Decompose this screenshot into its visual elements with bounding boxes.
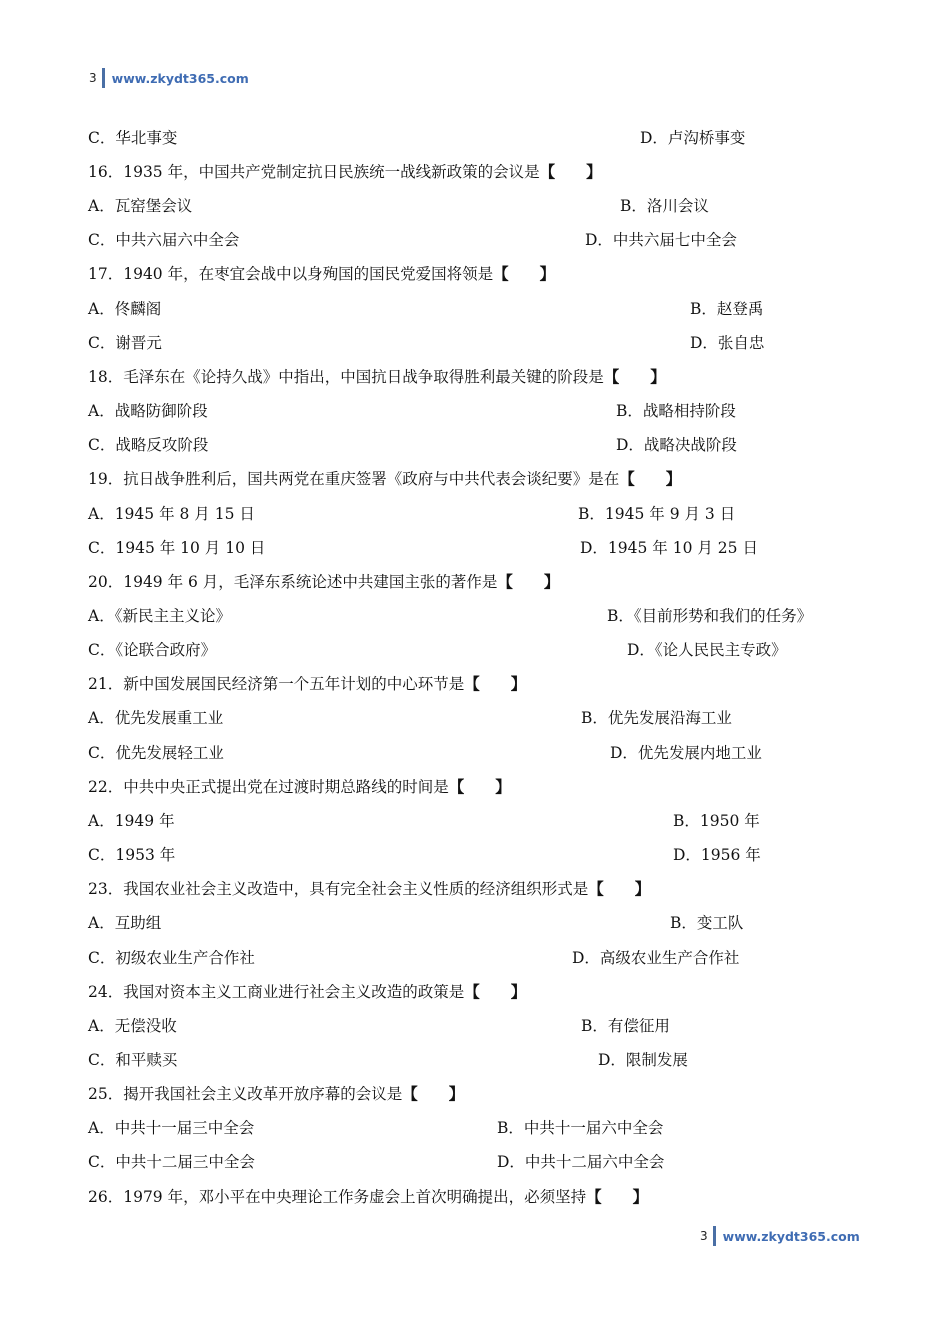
option-c: C．和平赎买	[88, 1051, 178, 1069]
prev-option-c: C．华北事变	[88, 129, 178, 147]
option-d: D．1945 年 10 月 25 日	[580, 539, 758, 557]
option-c: C．《论联合政府》	[88, 641, 217, 659]
answer-bracket: 【 】	[448, 778, 511, 796]
question-stem: 23．我国农业社会主义改造中，具有完全社会主义性质的经济组织形式是	[88, 880, 589, 898]
option-b: B．1950 年	[673, 812, 760, 830]
option-c: C．初级农业生产合作社	[88, 949, 255, 967]
footer-page-number: 3	[700, 1229, 708, 1243]
header-site-link[interactable]: www.zkydt365.com	[111, 70, 249, 86]
question-21	[88, 674, 526, 694]
option-c: C．1953 年	[88, 846, 176, 864]
question-stem: 21．新中国发展国民经济第一个五年计划的中心环节是	[88, 675, 465, 693]
option-d: D．张自忠	[690, 334, 765, 352]
option-a: A．优先发展重工业	[88, 709, 224, 727]
option-d: D．限制发展	[598, 1051, 688, 1069]
question-stem: 24．我国对资本主义工商业进行社会主义改造的政策是	[88, 983, 465, 1001]
answer-bracket: 【 】	[539, 163, 602, 181]
option-b: B．赵登禹	[690, 300, 764, 318]
header-page-number: 3	[89, 71, 97, 85]
option-b: B．变工队	[670, 914, 744, 932]
option-d: D．战略决战阶段	[616, 436, 737, 454]
option-d: D．中共十二届六中全会	[497, 1153, 665, 1171]
option-d: D．《论人民民主专政》	[627, 641, 787, 659]
option-a: A．互助组	[88, 914, 162, 932]
footer-site-link[interactable]: www.zkydt365.com	[722, 1228, 860, 1244]
option-c: C．1945 年 10 月 10 日	[88, 539, 266, 557]
question-25	[88, 1084, 464, 1104]
option-a: A．战略防御阶段	[88, 402, 208, 420]
option-b: B．有偿征用	[581, 1017, 670, 1035]
question-stem: 22．中共中央正式提出党在过渡时期总路线的时间是	[88, 778, 449, 796]
question-stem: 20．1949 年 6 月，毛泽东系统论述中共建国主张的著作是	[88, 573, 498, 591]
option-c: C．中共六届六中全会	[88, 231, 240, 249]
option-a: A．1949 年	[88, 812, 175, 830]
question-22	[88, 777, 511, 797]
option-a: A．1945 年 8 月 15 日	[88, 505, 255, 523]
question-stem: 18．毛泽东在《论持久战》中指出，中国抗日战争取得胜利最关键的阶段是	[88, 368, 604, 386]
option-b: B．洛川会议	[620, 197, 709, 215]
option-c: C．优先发展轻工业	[88, 744, 224, 762]
option-b: B．《目前形势和我们的任务》	[607, 607, 813, 625]
header-divider	[102, 68, 105, 88]
page-header	[89, 68, 249, 88]
question-stem: 17．1940 年，在枣宜会战中以身殉国的国民党爱国将领是	[88, 265, 494, 283]
option-a: A．佟麟阁	[88, 300, 162, 318]
question-24	[88, 982, 526, 1002]
option-b: B．战略相持阶段	[616, 402, 736, 420]
option-b: B．1945 年 9 月 3 日	[578, 505, 736, 523]
option-c: C．战略反攻阶段	[88, 436, 209, 454]
question-stem: 26．1979 年，邓小平在中央理论工作务虚会上首次明确提出，必须坚持	[88, 1188, 587, 1206]
question-16	[88, 162, 602, 182]
question-stem: 25．揭开我国社会主义改革开放序幕的会议是	[88, 1085, 403, 1103]
page-footer	[700, 1226, 860, 1246]
answer-bracket: 【 】	[619, 470, 682, 488]
footer-divider	[713, 1226, 716, 1246]
question-stem: 19．抗日战争胜利后，国共两党在重庆签署《政府与中共代表会谈纪要》是在	[88, 470, 620, 488]
answer-bracket: 【 】	[402, 1085, 465, 1103]
option-b: B．中共十一届六中全会	[497, 1119, 664, 1137]
question-23	[88, 879, 650, 899]
question-20	[88, 572, 559, 592]
answer-bracket: 【 】	[497, 573, 560, 591]
option-a: A．中共十一届三中全会	[88, 1119, 255, 1137]
answer-bracket: 【 】	[588, 880, 651, 898]
option-c: C．谢晋元	[88, 334, 162, 352]
answer-bracket: 【 】	[493, 265, 556, 283]
option-d: D．1956 年	[673, 846, 761, 864]
option-b: B．优先发展沿海工业	[581, 709, 732, 727]
question-19	[88, 469, 681, 489]
prev-option-d: D．卢沟桥事变	[640, 129, 746, 147]
question-18	[88, 367, 666, 387]
answer-bracket: 【 】	[586, 1188, 649, 1206]
option-d: D．高级农业生产合作社	[572, 949, 740, 967]
answer-bracket: 【 】	[603, 368, 666, 386]
question-stem: 16．1935 年，中国共产党制定抗日民族统一战线新政策的会议是	[88, 163, 540, 181]
option-d: D．中共六届七中全会	[585, 231, 737, 249]
answer-bracket: 【 】	[464, 983, 527, 1001]
option-a: A．《新民主主义论》	[88, 607, 231, 625]
option-d: D．优先发展内地工业	[610, 744, 762, 762]
answer-bracket: 【 】	[464, 675, 527, 693]
question-26	[88, 1187, 648, 1207]
question-17	[88, 264, 555, 284]
option-a: A．无偿没收	[88, 1017, 177, 1035]
option-a: A．瓦窑堡会议	[88, 197, 193, 215]
option-c: C．中共十二届三中全会	[88, 1153, 255, 1171]
